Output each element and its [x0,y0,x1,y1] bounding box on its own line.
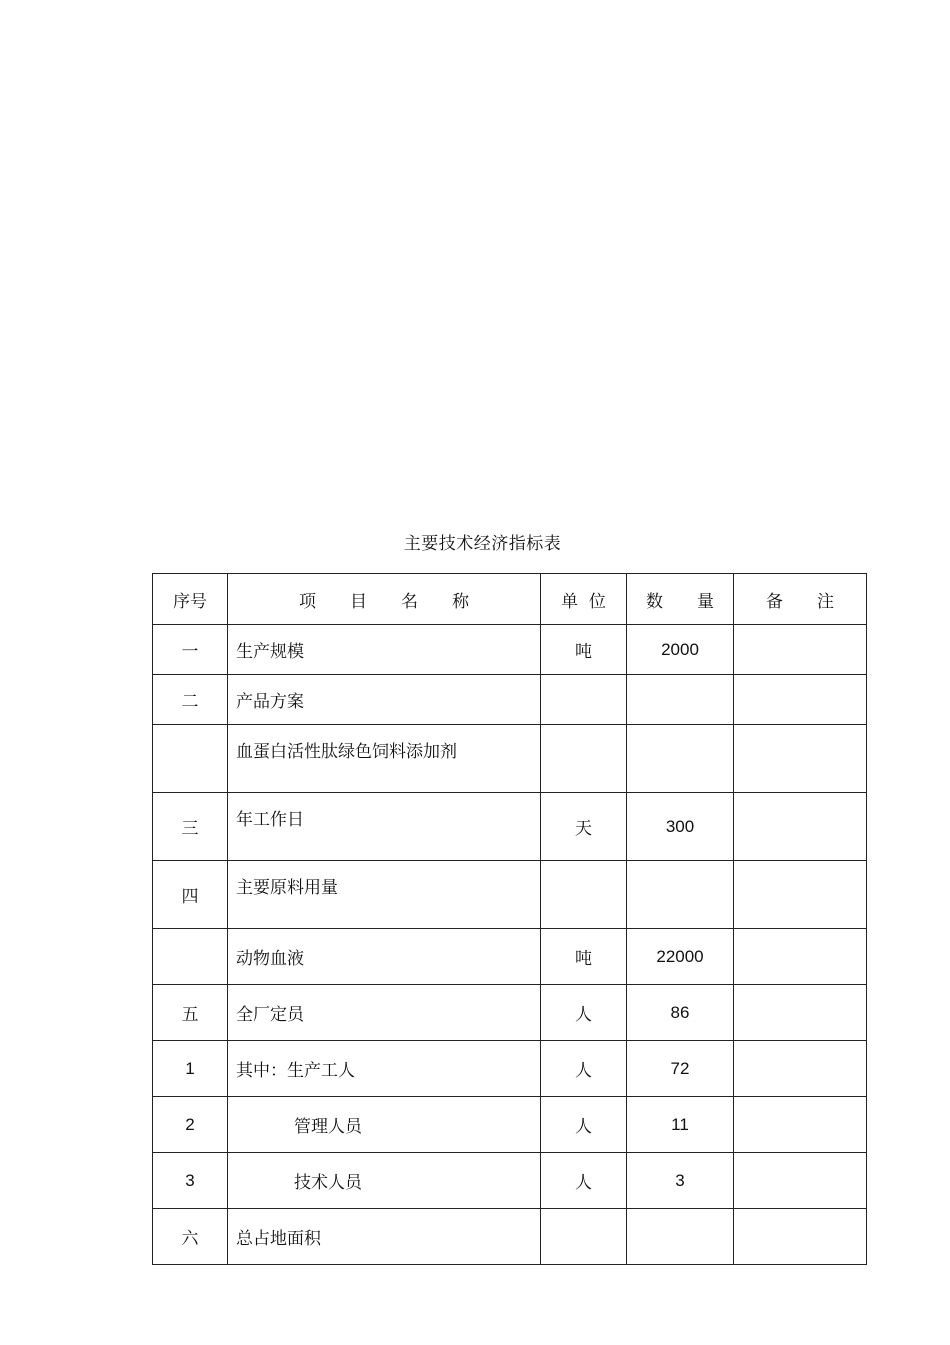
header-note: 备 注 [734,574,867,625]
row-unit: 天 [541,793,627,861]
row-note [734,1097,867,1153]
table-header-row [153,574,867,625]
row-name: 血蛋白活性肽绿色饲料添加剂 [228,725,541,793]
row-qty: 3 [627,1153,734,1209]
row-note [734,793,867,861]
row-note [734,861,867,929]
row-name: 全厂定员 [228,985,541,1041]
row-name: 生产规模 [228,625,541,675]
row-qty [627,861,734,929]
row-note [734,985,867,1041]
row-qty [627,725,734,793]
row-seq: 四 [153,861,228,929]
indicator-table [152,573,867,1265]
row-seq [153,725,228,793]
row-unit: 吨 [541,625,627,675]
row-note [734,1153,867,1209]
row-note [734,725,867,793]
row-name: 技术人员 [228,1153,541,1209]
row-note [734,1209,867,1265]
row-unit: 人 [541,1153,627,1209]
row-seq: 三 [153,793,228,861]
table-row [153,675,867,725]
row-seq: 二 [153,675,228,725]
row-seq: 3 [153,1153,228,1209]
row-name: 其中：生产工人 [228,1041,541,1097]
row-unit [541,1209,627,1265]
row-qty: 11 [627,1097,734,1153]
row-seq [153,929,228,985]
row-qty: 72 [627,1041,734,1097]
table-row [153,985,867,1041]
header-unit: 单 位 [541,574,627,625]
table-row [153,929,867,985]
row-name: 主要原料用量 [228,861,541,929]
row-qty: 22000 [627,929,734,985]
row-unit: 人 [541,985,627,1041]
table-row [153,1041,867,1097]
row-seq: 2 [153,1097,228,1153]
row-unit: 人 [541,1097,627,1153]
row-note [734,675,867,725]
header-seq: 序号 [153,574,228,625]
table-row [153,1209,867,1265]
table-row [153,1097,867,1153]
row-name: 管理人员 [228,1097,541,1153]
row-name: 产品方案 [228,675,541,725]
row-qty: 86 [627,985,734,1041]
row-unit [541,725,627,793]
table-row [153,861,867,929]
row-qty [627,675,734,725]
table-row [153,793,867,861]
table-title: 主要技术经济指标表 [403,534,562,554]
header-qty: 数 量 [627,574,734,625]
header-name: 项 目 名 称 [228,574,541,625]
row-seq: 六 [153,1209,228,1265]
row-unit: 吨 [541,929,627,985]
row-qty: 2000 [627,625,734,675]
row-note [734,1041,867,1097]
row-seq: 一 [153,625,228,675]
row-qty: 300 [627,793,734,861]
row-name: 年工作日 [228,793,541,861]
table-row [153,625,867,675]
row-note [734,625,867,675]
row-unit [541,861,627,929]
table-row [153,1153,867,1209]
row-seq: 五 [153,985,228,1041]
table-row [153,725,867,793]
row-unit [541,675,627,725]
row-name: 动物血液 [228,929,541,985]
row-note [734,929,867,985]
row-name: 总占地面积 [228,1209,541,1265]
row-qty [627,1209,734,1265]
row-unit: 人 [541,1041,627,1097]
row-seq: 1 [153,1041,228,1097]
